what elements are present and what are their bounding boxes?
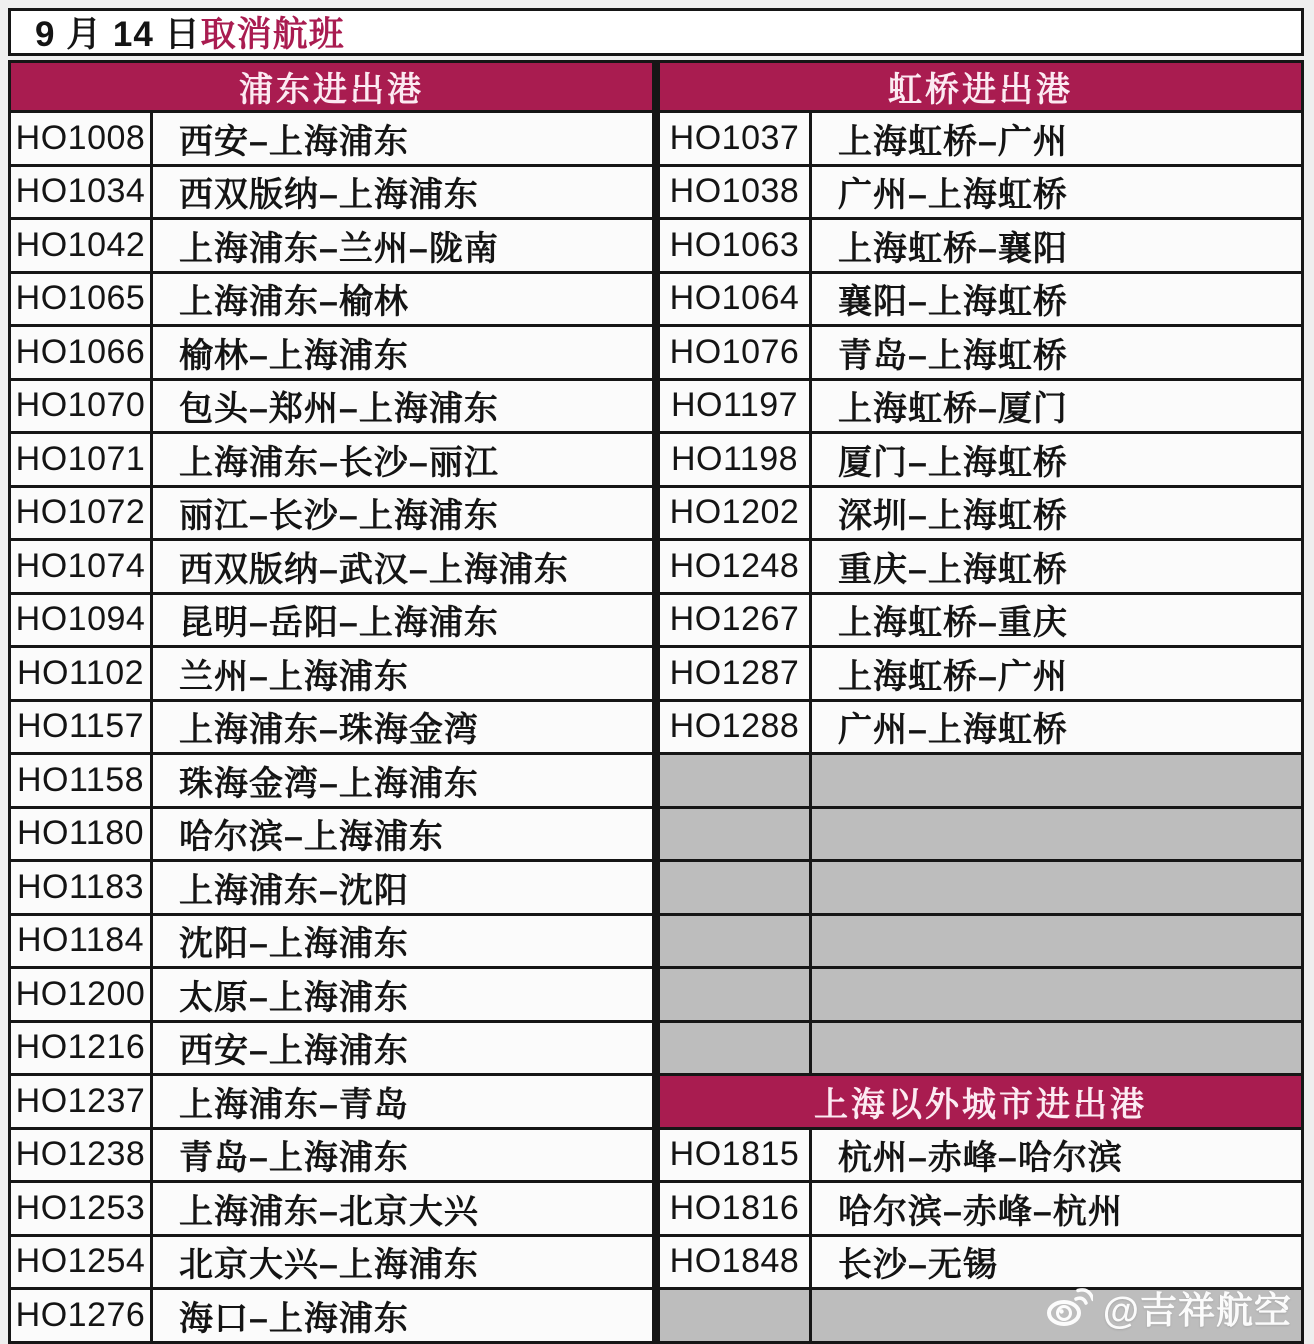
table-row [11,862,652,916]
flight-route: 榆林–上海浦东 [179,336,409,375]
table-row [11,1076,652,1130]
flight-route: 青岛–上海虹桥 [838,336,1068,375]
flight-route: 包头–郑州–上海浦东 [179,390,499,429]
hongqiao-section-header: 虹桥进出港 [660,63,1301,113]
empty-row [660,862,1301,916]
flight-number: HO1034 [11,167,153,218]
empty-row [660,916,1301,970]
watermark [1045,1280,1292,1334]
flight-number: HO1287 [660,648,812,699]
table-row [660,381,1301,435]
flight-number: HO1288 [660,702,812,753]
column-divider [652,63,660,1344]
table-row [11,595,652,649]
flight-route: 广州–上海虹桥 [838,176,1068,215]
empty-row [660,969,1301,1023]
empty-row [660,1023,1301,1077]
table-row [11,434,652,488]
table-row [11,809,652,863]
pudong-column [11,63,652,1344]
table-row [660,595,1301,649]
flight-number: HO1816 [660,1183,812,1234]
empty-cell [812,969,1301,1020]
table-row [660,488,1301,542]
flight-route: 厦门–上海虹桥 [838,443,1068,482]
flight-number: HO1157 [11,702,153,753]
flight-number: HO1197 [660,381,812,432]
empty-cell [812,916,1301,967]
empty-cell [660,1023,812,1074]
table-row [660,220,1301,274]
flight-route: 上海浦东–沈阳 [179,871,409,910]
flight-route: 上海浦东–珠海金湾 [179,711,479,750]
flight-route: 襄阳–上海虹桥 [838,283,1068,322]
flight-route: 哈尔滨–赤峰–杭州 [838,1192,1123,1231]
flight-number: HO1216 [11,1023,153,1074]
flight-route: 西安–上海浦东 [179,1032,409,1071]
flight-route: 海口–上海浦东 [179,1299,409,1338]
table-row [11,648,652,702]
flight-number: HO1267 [660,595,812,646]
flight-number: HO1248 [660,541,812,592]
flight-number: HO1253 [11,1183,153,1234]
flight-route: 兰州–上海浦东 [179,657,409,696]
page-title [8,8,1304,56]
table-row [660,702,1301,756]
empty-cell [660,969,812,1020]
flight-route: 西双版纳–上海浦东 [179,176,479,215]
flight-number: HO1200 [11,969,153,1020]
flight-route: 上海浦东–长沙–丽江 [179,443,499,482]
flight-route: 太原–上海浦东 [179,978,409,1017]
table-row [11,327,652,381]
flight-number: HO1198 [660,434,812,485]
table-row [660,1130,1301,1184]
table-row [660,434,1301,488]
table-row [660,541,1301,595]
table-row [11,1290,652,1344]
table-row [11,113,652,167]
flight-route: 重庆–上海虹桥 [838,550,1068,589]
empty-cell [660,755,812,806]
empty-cell [812,862,1301,913]
table-row [660,274,1301,328]
table-row [11,488,652,542]
flight-route: 深圳–上海虹桥 [838,497,1068,536]
table-row [660,113,1301,167]
flight-route: 西双版纳–武汉–上海浦东 [179,550,569,589]
flight-number: HO1848 [660,1237,812,1288]
empty-cell [812,809,1301,860]
flight-route: 上海浦东–榆林 [179,283,409,322]
flight-route: 杭州–赤峰–哈尔滨 [838,1139,1123,1178]
flight-route: 广州–上海虹桥 [838,711,1068,750]
flight-number: HO1008 [11,113,153,164]
flight-number: HO1042 [11,220,153,271]
flight-route: 上海浦东–青岛 [179,1085,409,1124]
flight-number: HO1815 [660,1130,812,1181]
empty-cell [660,809,812,860]
table-row [11,1130,652,1184]
non-shanghai-section-header: 上海以外城市进出港 [660,1076,1301,1130]
table-row [660,167,1301,221]
empty-cell [812,1023,1301,1074]
table-row [660,648,1301,702]
flight-route: 上海虹桥–广州 [838,657,1068,696]
empty-cell [812,755,1301,806]
table-row [11,969,652,1023]
title-date: 9 月 14 日 [35,15,201,54]
flight-route: 北京大兴–上海浦东 [179,1246,479,1285]
title-cancel-label: 取消航班 [200,15,345,54]
flight-number: HO1237 [11,1076,153,1127]
table-row [660,327,1301,381]
table-row [11,381,652,435]
flight-number: HO1102 [11,648,153,699]
table-row [11,702,652,756]
empty-row [660,755,1301,809]
empty-row [660,809,1301,863]
cancel-flights-table [8,60,1304,1344]
flight-number: HO1065 [11,274,153,325]
flight-number: HO1202 [660,488,812,539]
flight-route: 长沙–无锡 [838,1246,998,1285]
pudong-rows [11,113,652,1344]
flight-route: 哈尔滨–上海浦东 [179,818,444,857]
pudong-section-header: 浦东进出港 [11,63,652,113]
empty-cell [660,916,812,967]
flight-number: HO1038 [660,167,812,218]
flight-route: 上海虹桥–广州 [838,122,1068,161]
flight-route: 上海浦东–兰州–陇南 [179,229,499,268]
table-row [11,1237,652,1291]
table-row [11,167,652,221]
flight-number: HO1074 [11,541,153,592]
table-row [11,1023,652,1077]
flight-route: 丽江–长沙–上海浦东 [179,497,499,536]
table-row [660,1183,1301,1237]
table-row [11,916,652,970]
flight-number: HO1071 [11,434,153,485]
flight-route: 上海虹桥–厦门 [838,390,1068,429]
flight-route: 西安–上海浦东 [179,122,409,161]
table-row [11,541,652,595]
flight-route: 昆明–岳阳–上海浦东 [179,604,499,643]
flight-route: 上海虹桥–襄阳 [838,229,1068,268]
flight-number: HO1072 [11,488,153,539]
flight-number: HO1238 [11,1130,153,1181]
flight-number: HO1180 [11,809,153,860]
flight-number: HO1064 [660,274,812,325]
flight-number: HO1254 [11,1237,153,1288]
weibo-icon [1045,1286,1093,1328]
flight-number: HO1063 [660,220,812,271]
flight-number: HO1276 [11,1290,153,1341]
table-row [11,274,652,328]
flight-number: HO1158 [11,755,153,806]
flight-number: HO1037 [660,113,812,164]
flight-route: 上海虹桥–重庆 [838,604,1068,643]
flight-route: 沈阳–上海浦东 [179,925,409,964]
table-row [11,220,652,274]
table-row [11,755,652,809]
flight-route: 青岛–上海浦东 [179,1139,409,1178]
flight-number: HO1183 [11,862,153,913]
flight-number: HO1094 [11,595,153,646]
hongqiao-rows [660,113,1301,1344]
empty-cell [660,1290,812,1341]
watermark-text: @吉祥航空 [1102,1290,1292,1331]
flight-number: HO1076 [660,327,812,378]
flight-route: 珠海金湾–上海浦东 [179,764,479,803]
flight-route: 上海浦东–北京大兴 [179,1192,479,1231]
flight-number: HO1070 [11,381,153,432]
table-row [11,1183,652,1237]
flight-number: HO1184 [11,916,153,967]
flight-number: HO1066 [11,327,153,378]
hongqiao-column [660,63,1301,1344]
empty-cell [660,862,812,913]
